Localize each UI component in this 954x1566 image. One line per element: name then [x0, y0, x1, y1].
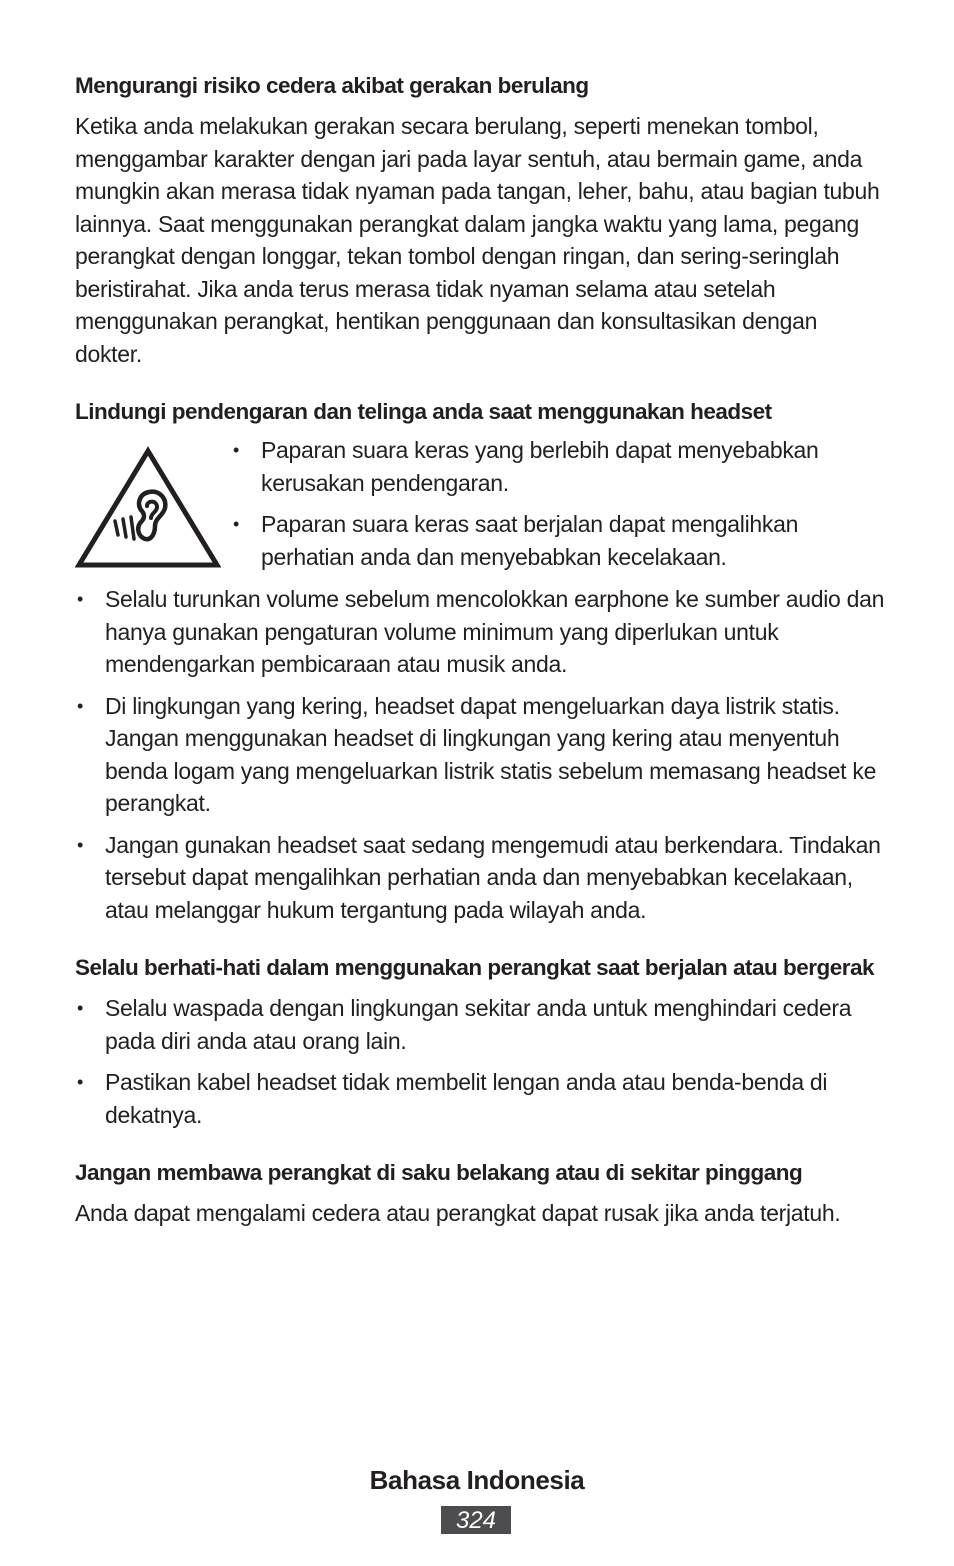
list-item: • Selalu waspada dengan lingkungan sekitar anda untuk menghindari cedera pada diri anda atau orang lain. — [75, 992, 890, 1057]
list-item: • Jangan gunakan headset saat sedang mengemudi atau berkendara. Tindakan tersebut dapat mengalihkan perhatian anda dan menyebabkan kecelakaan, atau melanggar hukum tergantung pada wilayah anda. — [75, 829, 890, 927]
bullet-list — [75, 992, 890, 1131]
footer-language: Bahasa Indonesia — [369, 1465, 585, 1495]
section-walking-caution — [75, 952, 890, 1131]
list-item: • Paparan suara keras saat berjalan dapat mengalihkan perhatian anda dan menyebabkan kecelakaan. — [231, 508, 890, 573]
section-repetitive-motion — [75, 70, 890, 370]
bullet-icon: • — [77, 695, 84, 716]
bullet-icon: • — [77, 1072, 84, 1092]
bullet-icon: • — [77, 589, 84, 609]
hearing-warning-icon — [75, 446, 221, 570]
section-paragraph: Ketika anda melakukan gerakan secara berulang, seperti menekan tombol, menggambar karakter dengan jari pada layar sentuh, atau bermain game, anda mungkin akan merasa tidak nyaman pada tangan, leher, bahu, atau bagian tubuh lainnya. Saat menggunakan perangkat dalam jangka waktu yang lama, pegang perangkat dengan longgar, tekan tombol dengan ringan, dan sering-seringlah beristirahat. Jika anda terus merasa tidak nyaman selama atau setelah menggunakan perangkat, hentikan penggunaan dan konsultasikan dengan dokter. — [75, 113, 880, 367]
section-heading: Lindungi pendengaran dan telinga anda saat menggunakan headset — [75, 399, 772, 424]
bullet-icon: • — [233, 514, 240, 534]
icon-bullet-list — [231, 434, 890, 573]
hearing-warning-block — [75, 434, 890, 573]
section-back-pocket — [75, 1157, 890, 1230]
page-number-badge: 324 — [441, 1506, 511, 1534]
bullet-icon: • — [77, 834, 84, 855]
bullet-list — [75, 583, 890, 926]
list-item: • Paparan suara keras yang berlebih dapat menyebabkan kerusakan pendengaran. — [231, 434, 890, 499]
page-content — [75, 70, 890, 1230]
list-item: • Pastikan kabel headset tidak membelit lengan anda atau benda-benda di dekatnya. — [75, 1066, 890, 1131]
bullet-icon: • — [77, 998, 84, 1018]
list-item: • Di lingkungan yang kering, headset dapat mengeluarkan daya listrik statis. Jangan menggunakan headset di lingkungan yang kering atau menyentuh benda logam yang mengeluarkan listrik statis sebelum memasang headset ke perangkat. — [75, 690, 890, 820]
section-heading: Mengurangi risiko cedera akibat gerakan berulang — [75, 73, 589, 98]
section-heading: Jangan membawa perangkat di saku belakang atau di sekitar pinggang — [75, 1160, 803, 1185]
section-hearing-protection — [75, 396, 890, 926]
list-item: • Selalu turunkan volume sebelum mencolokkan earphone ke sumber audio dan hanya gunakan pengaturan volume minimum yang diperlukan untuk mendengarkan pembicaraan atau musik anda. — [75, 583, 890, 681]
section-paragraph: Anda dapat mengalami cedera atau perangkat dapat rusak jika anda terjatuh. — [75, 1200, 841, 1226]
bullet-icon: • — [233, 440, 240, 460]
section-heading: Selalu berhati-hati dalam menggunakan perangkat saat berjalan atau bergerak — [75, 955, 875, 980]
